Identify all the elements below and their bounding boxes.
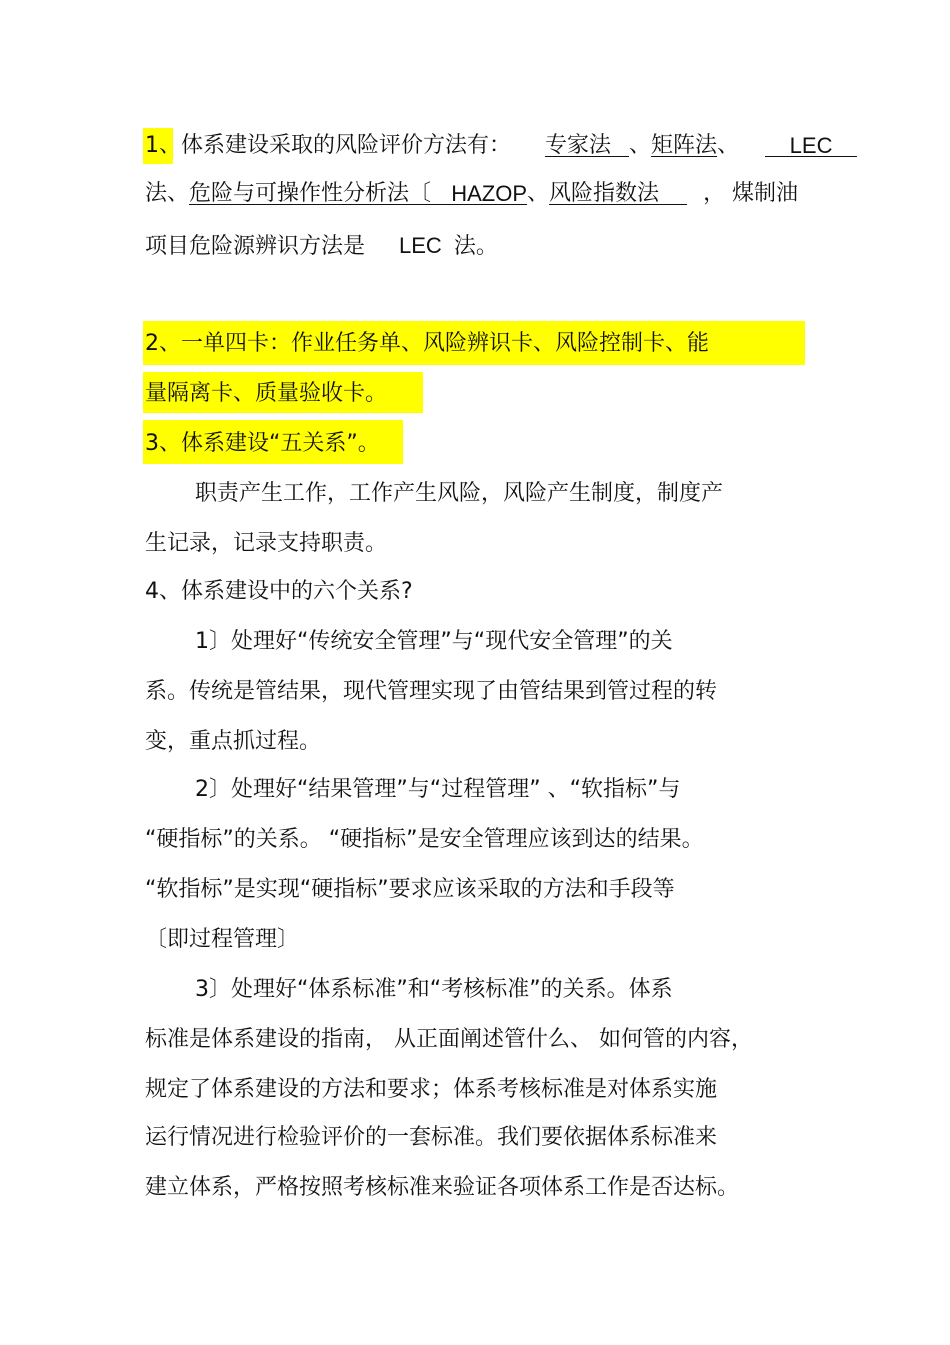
q1-line1: [145, 130, 857, 162]
q3-title: 3、体系建设“五关系”。: [145, 431, 380, 456]
q1-line2: [145, 178, 798, 210]
q4-p1-line2: 系。传统是管结果，现代管理实现了由管结果到管过程的转: [145, 679, 718, 704]
q1-method-lec: LEC: [765, 130, 857, 157]
q1-lead: 体系建设采取的风险评价方法有：: [181, 133, 512, 158]
q1-method-risk-index: 风险指数法: [549, 181, 660, 206]
q4-p3-line4: 运行情况进行检验评价的一套标准。我们要依据体系标准来: [145, 1125, 718, 1150]
q1-number: 1、: [145, 133, 181, 158]
q4-p3-line3: 规定了体系建设的方法和要求；体系考核标准是对体系实施: [145, 1077, 718, 1102]
q1-method-hazop: HAZOP: [431, 178, 527, 205]
q4-p3-line2: 标准是体系建设的指南， 从正面阐述管什么、 如何管的内容，: [145, 1027, 753, 1052]
q1-line3-a: 项目危险源辨识方法是: [145, 234, 366, 259]
q4-p2-line4: 〔即过程管理〕: [145, 927, 300, 952]
q1-line3-lec: LEC: [399, 233, 442, 258]
q1-line3: [145, 230, 498, 262]
q1-sep: 、: [629, 133, 652, 158]
q4-p1-line1: 1〕处理好“传统安全管理”与“现代安全管理”的关: [195, 629, 673, 654]
q4-p3-line5: 建立体系，严格按照考核标准来验证各项体系工作是否达标。: [145, 1175, 740, 1200]
q1-line2-end: ， 煤制油: [703, 181, 799, 206]
q4-p3-line1: 3〕处理好“体系标准”和“考核标准”的关系。体系: [195, 977, 673, 1002]
q3-body-line2: 生记录，记录支持职责。: [145, 531, 388, 556]
q3-body-line1: 职责产生工作，工作产生风险，风险产生制度，制度产: [195, 481, 724, 506]
q1-method-expert: 专家法: [545, 133, 612, 158]
q1-method-hazop-text: 危险与可操作性分析法〔: [189, 181, 432, 206]
q4-title: 4、体系建设中的六个关系?: [145, 579, 413, 604]
q1-method-matrix: 矩阵法: [651, 133, 718, 158]
q1-sep: 、: [717, 133, 740, 158]
q4-p2-line3: “软指标”是实现“硬指标”要求应该采取的方法和手段等: [145, 877, 675, 902]
q2-line2: 量隔离卡、质量验收卡。: [145, 381, 388, 406]
q1-line2-start: 法、: [145, 181, 190, 206]
q2-line1: 2、一单四卡：作业任务单、风险辨识卡、风险控制卡、能: [145, 331, 709, 356]
q4-p1-line3: 变，重点抓过程。: [145, 729, 322, 754]
q1-line3-c: 法。: [453, 234, 498, 259]
q4-p2-line1: 2〕处理好“结果管理”与“过程管理” 、“软指标”与: [195, 777, 681, 802]
q4-p2-line2: “硬指标”的关系。 “硬指标”是安全管理应该到达的结果。: [145, 827, 704, 852]
q1-sep: 、: [527, 181, 550, 206]
